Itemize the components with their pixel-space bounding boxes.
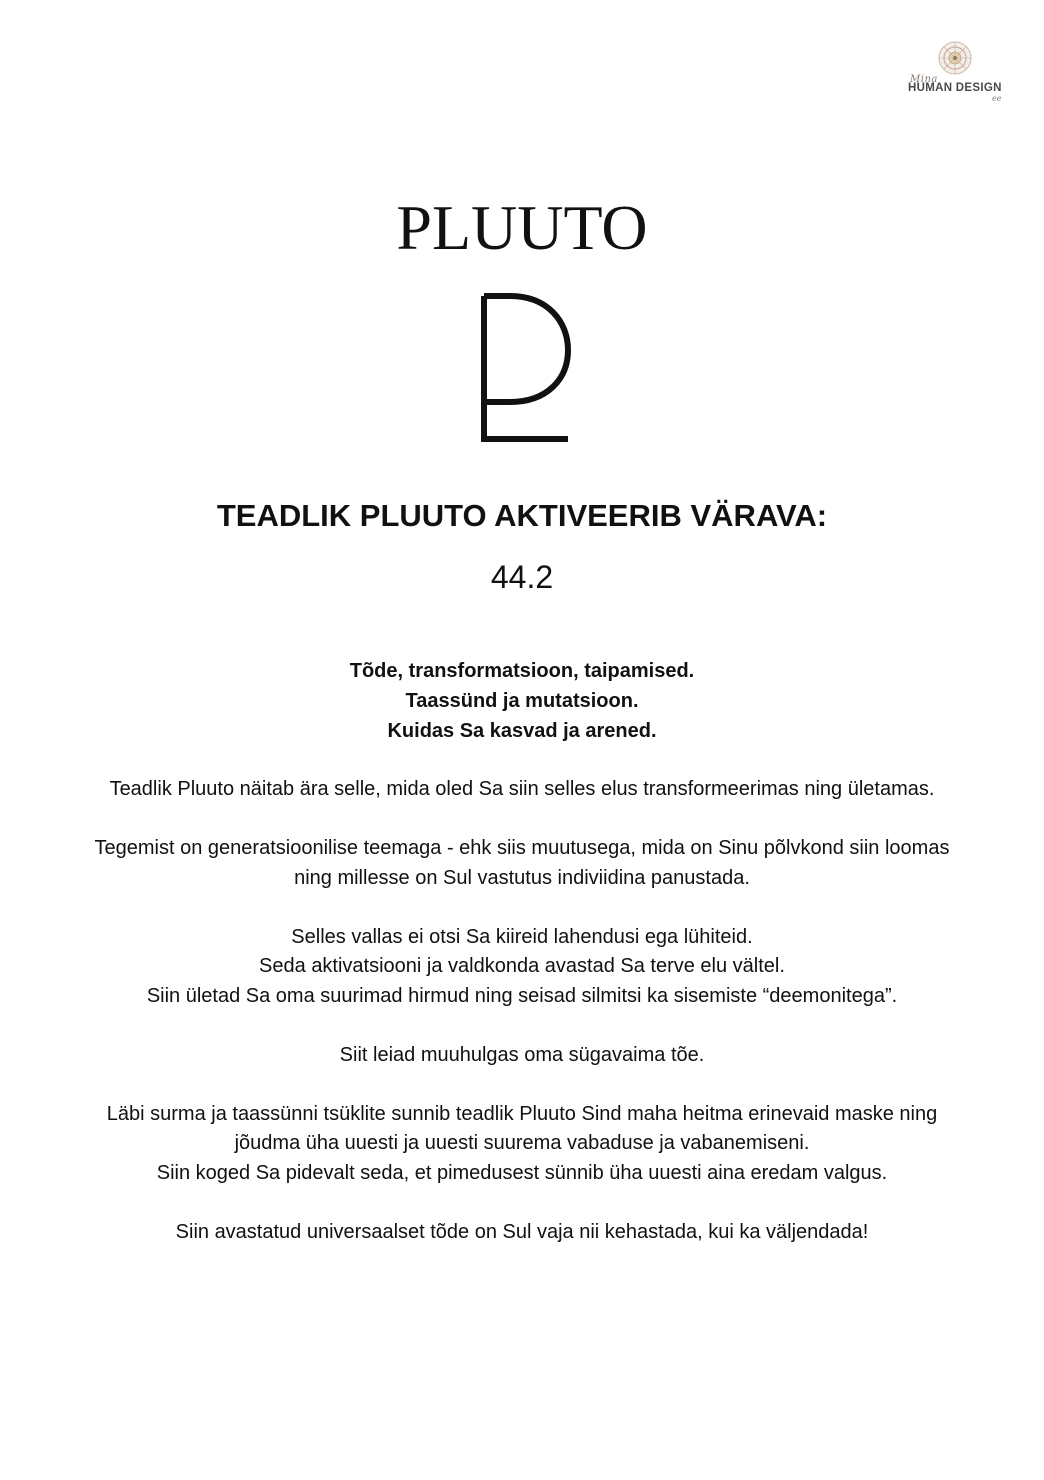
- description-body: [80, 775, 964, 1277]
- logo-brand-text: HUMAN DESIGN: [908, 82, 1002, 94]
- logo-suffix-text: ee: [992, 94, 1002, 103]
- paragraph: [80, 775, 964, 805]
- brand-logo: [900, 40, 1010, 102]
- keywords-block: [0, 656, 1044, 746]
- paragraph-line: Selles vallas ei otsi Sa kiireid lahendusi ega lühiteid.: [291, 925, 753, 948]
- paragraph: [80, 834, 964, 893]
- paragraph-line: Läbi surma ja taassünni tsüklite sunnib teadlik Pluuto Sind maha heitma erinevaid maske ning jõudma üha uuesti ja uuesti suurema vabaduse ja vabanemiseni.: [106, 1102, 938, 1154]
- paragraph-line: Siin ületad Sa oma suurimad hirmud ning seisad silmitsi ka sisemiste “deemonitega”.: [146, 984, 898, 1007]
- paragraph-line: Siit leiad muuhulgas oma sügavaima tõe.: [339, 1043, 705, 1066]
- paragraph-line: Seda aktivatsiooni ja valdkonda avastad Sa terve elu vältel.: [259, 955, 785, 977]
- page-title: PLUUTO: [396, 192, 648, 263]
- paragraph-line: Siin koged Sa pidevalt seda, et pimedusest sünnib üha uuesti aina eredam valgus.: [156, 1161, 888, 1184]
- keyword-line: Kuidas Sa kasvad ja arened.: [387, 720, 657, 742]
- mandala-logo-icon: [937, 40, 973, 76]
- paragraph: [80, 923, 964, 1012]
- gate-number: 44.2: [490, 559, 554, 595]
- paragraph-line: Siin avastatud universaalset tõde on Sul vaja nii kehastada, kui ka väljendada!: [175, 1220, 869, 1243]
- paragraph: [80, 1100, 964, 1189]
- pluto-symbol-icon: [470, 292, 580, 446]
- paragraph-line: Tegemist on generatsioonilise teemaga - ehk siis muutusega, mida on Sinu põlvkond siin loomas ning millesse on Sul vastutus indiviidina panustada.: [94, 837, 950, 889]
- paragraph: [80, 1218, 964, 1248]
- keyword-line: Taassünd ja mutatsioon.: [405, 690, 639, 712]
- paragraph-line: Teadlik Pluuto näitab ära selle, mida oled Sa siin selles elus transformeerimas ning ületamas.: [109, 778, 935, 800]
- logo-script-text: Mina: [910, 74, 938, 85]
- paragraph: [80, 1041, 964, 1071]
- keyword-line: Tõde, transformatsioon, taipamised.: [349, 660, 695, 682]
- gate-heading: TEADLIK PLUUTO AKTIVEERIB VÄRAVA:: [216, 498, 828, 533]
